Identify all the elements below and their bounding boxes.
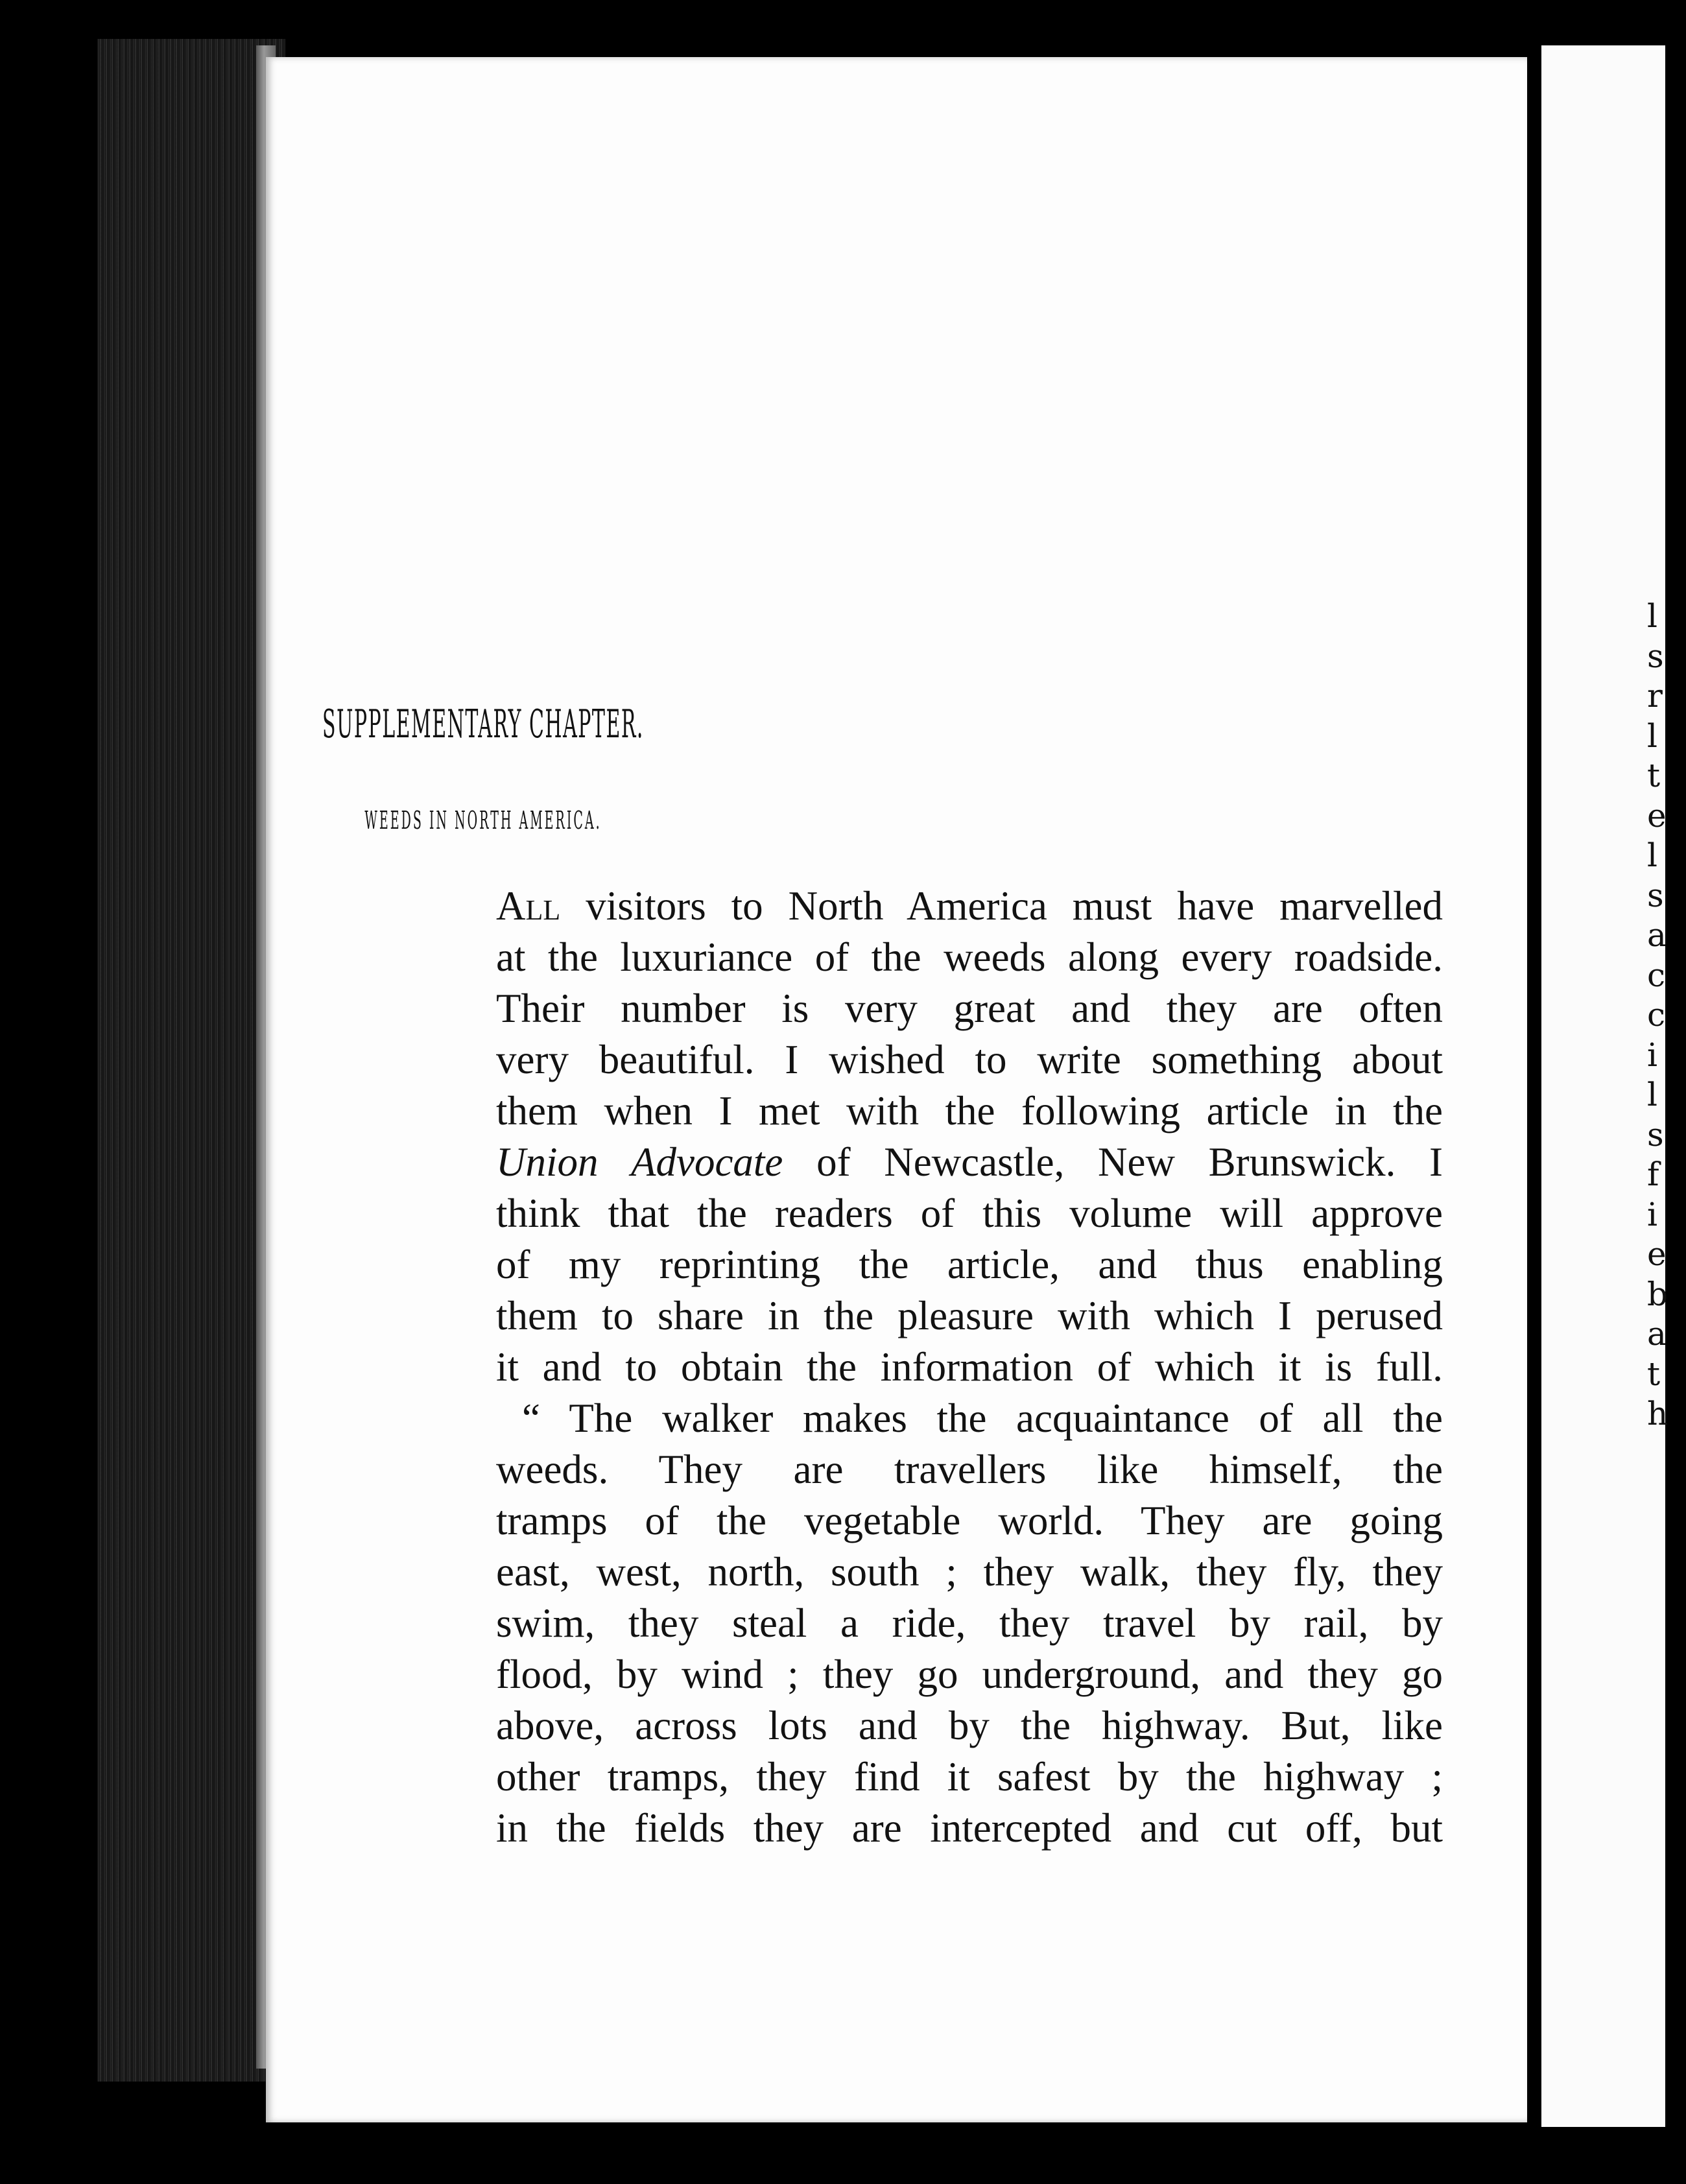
facing-letter: l [1647, 1076, 1657, 1113]
facing-letter: a [1647, 916, 1667, 954]
text-line: in the fields they are intercepted and cut off, but [496, 1805, 1443, 1851]
facing-letter: l [1647, 597, 1657, 635]
line-text: visitors to North America must have marvelled [560, 883, 1443, 929]
facing-letter: h [1647, 1395, 1668, 1432]
publication-name: Union Advocate [496, 1139, 783, 1185]
text-line: them when I met with the following article in the [496, 1088, 1443, 1134]
text-line: Their number is very great and they are often [496, 986, 1443, 1031]
body-text [496, 881, 1443, 1854]
facing-letter: l [1647, 837, 1657, 874]
text-line [496, 1137, 1443, 1188]
facing-letter: b [1647, 1275, 1668, 1313]
text-line: swim, they steal a ride, they travel by rail, by [496, 1600, 1443, 1646]
facing-letter: i [1647, 1036, 1657, 1074]
drop-lead-word: All [496, 883, 561, 929]
facing-letter: t [1647, 1355, 1661, 1393]
text-line: them to share in the pleasure with which I perused [496, 1293, 1443, 1338]
facing-letter: t [1647, 757, 1661, 794]
text-line: “ The walker makes the acquaintance of all the [522, 1395, 1443, 1441]
text-line: it and to obtain the information of which it is full. [496, 1344, 1443, 1390]
facing-letter: e [1647, 1235, 1667, 1273]
facing-letter: l [1647, 717, 1657, 755]
facing-letter: f [1647, 1156, 1659, 1193]
line-text: of Newcastle, New Brunswick. I [783, 1139, 1443, 1185]
text-line: think that the readers of this volume will approve [496, 1191, 1443, 1236]
facing-letter: r [1647, 677, 1663, 715]
text-line [496, 881, 1443, 932]
facing-letter: s [1647, 1115, 1664, 1154]
text-line: very beautiful. I wished to write something about [496, 1037, 1443, 1082]
facing-letter: c [1647, 956, 1666, 994]
facing-page-letters [1647, 597, 1686, 1434]
book-gutter [1527, 57, 1541, 2122]
facing-letter: s [1647, 637, 1664, 675]
text-line: east, west, north, south ; they walk, they fly, they [496, 1549, 1443, 1595]
text-line: of my reprinting the article, and thus enabling [496, 1242, 1443, 1287]
facing-letter: a [1647, 1315, 1667, 1353]
text-line: at the luxuriance of the weeds along every roadside. [496, 934, 1443, 980]
text-line: tramps of the vegetable world. They are going [496, 1498, 1443, 1543]
facing-letter: c [1647, 996, 1666, 1034]
text-line: weeds. They are travellers like himself, the [496, 1447, 1443, 1492]
facing-letter: s [1647, 876, 1664, 914]
text-line: above, across lots and by the highway. But, like [496, 1703, 1443, 1748]
section-title: WEEDS IN NORTH AMERICA. [364, 806, 602, 835]
chapter-title: SUPPLEMENTARY CHAPTER. [322, 702, 644, 747]
text-line: other tramps, they find it safest by the highway ; [496, 1754, 1443, 1799]
facing-letter: i [1647, 1195, 1657, 1233]
text-line: flood, by wind ; they go underground, and they go [496, 1652, 1443, 1697]
facing-letter: e [1647, 796, 1667, 835]
